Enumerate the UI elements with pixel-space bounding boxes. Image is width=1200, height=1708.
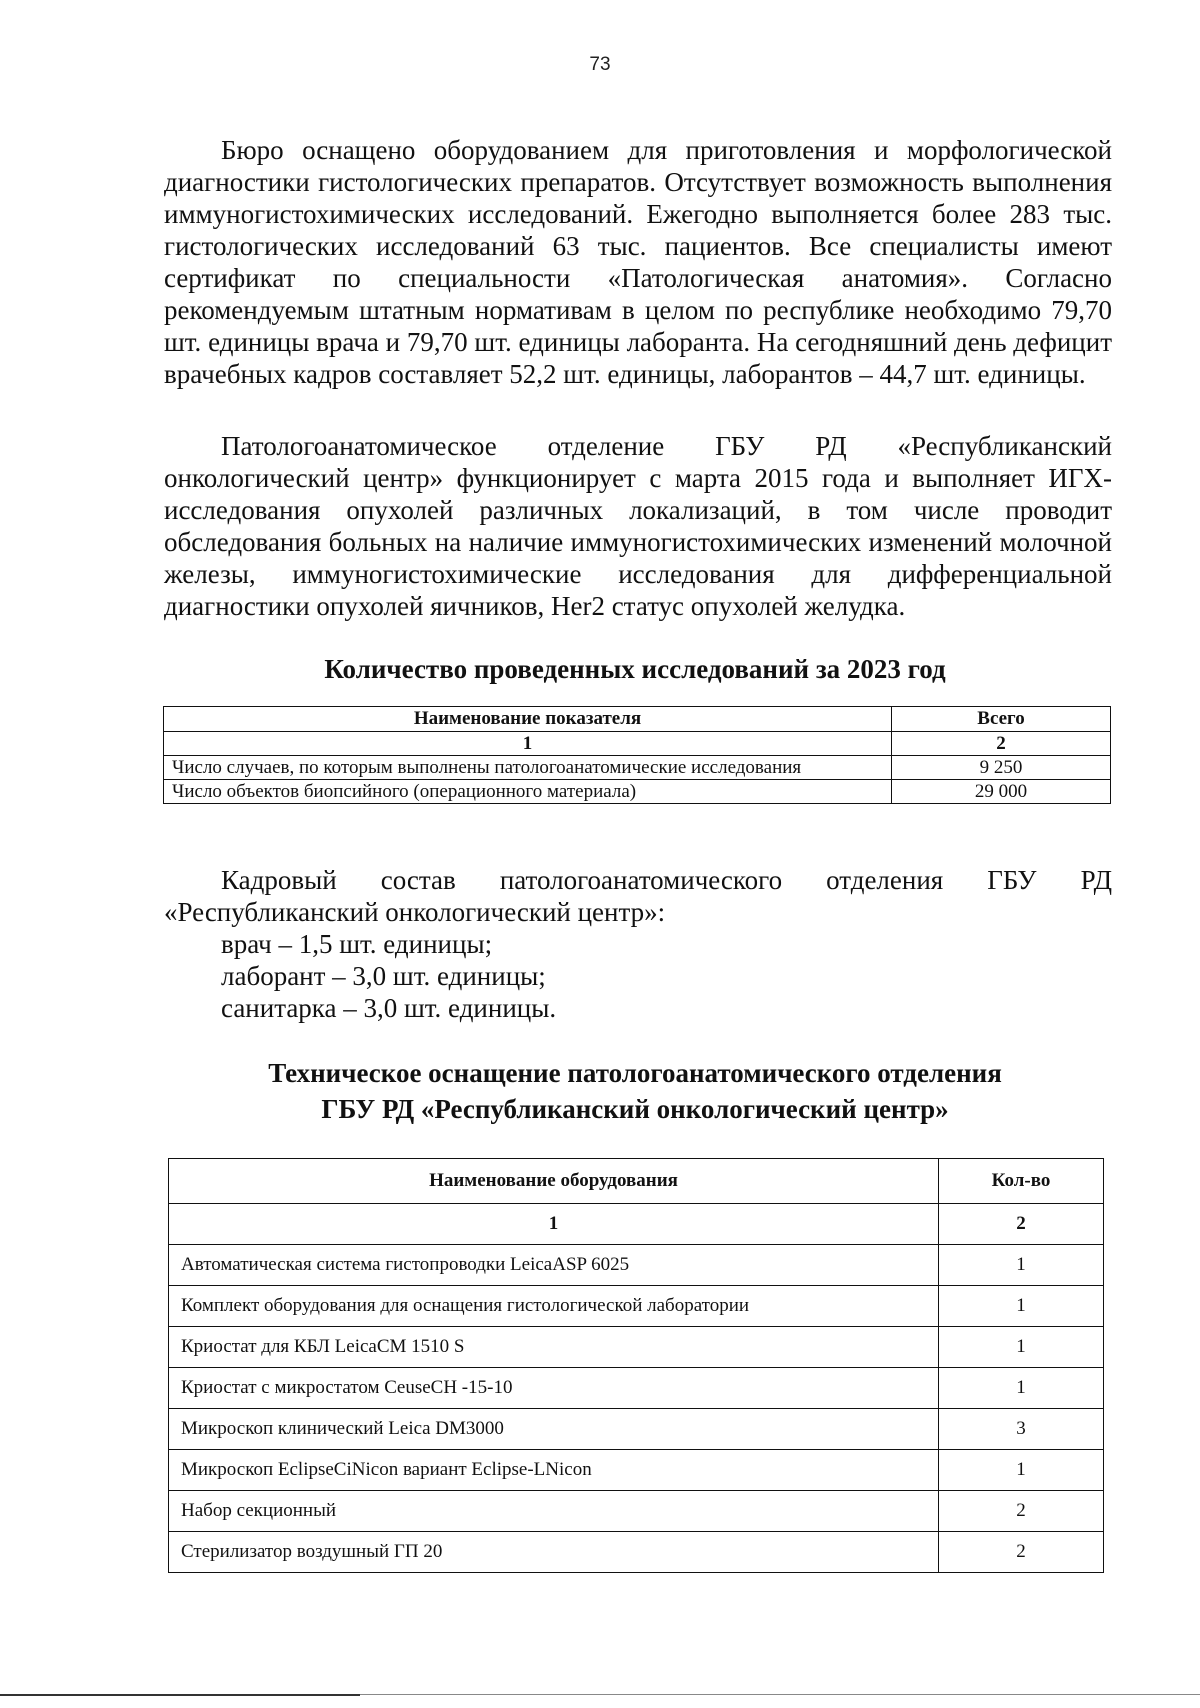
page-number: 73 — [589, 54, 611, 75]
equipment-name: Набор секционный — [169, 1491, 939, 1532]
column-number-row — [169, 1204, 1104, 1245]
equipment-qty: 1 — [939, 1286, 1104, 1327]
table-header-row — [169, 1159, 1104, 1204]
scan-artifact-line — [0, 1694, 360, 1696]
table-row — [169, 1245, 1104, 1286]
header-equipment: Наименование оборудования — [169, 1159, 939, 1204]
staff-intro: Кадровый состав патологоанатомического отделения ГБУ РД «Республиканский онкологический центр»: — [164, 865, 1112, 927]
table-row — [169, 1491, 1104, 1532]
staff-item: лаборант – 3,0 шт. единицы; — [221, 961, 546, 991]
staff-item: санитарка – 3,0 шт. единицы. — [221, 993, 557, 1023]
equipment-qty: 1 — [939, 1245, 1104, 1286]
equipment-name: Микроскоп клинический Leica DM3000 — [169, 1409, 939, 1450]
staff-section — [164, 864, 1112, 1024]
column-number: 2 — [939, 1204, 1104, 1245]
equipment-name: Криостат с микростатом CeuseCH -15-10 — [169, 1368, 939, 1409]
table-row — [169, 1327, 1104, 1368]
equipment-qty: 1 — [939, 1368, 1104, 1409]
table2-title — [150, 1055, 1120, 1127]
equipment-name: Криостат для КБЛ LeicaCM 1510 S — [169, 1327, 939, 1368]
table2-title-line2: ГБУ РД «Республиканский онкологический центр» — [321, 1094, 949, 1124]
paragraph-2: Патологоанатомическое отделение ГБУ РД «Республиканский онкологический центр» функционирует с марта 2015 года и выполняет ИГХ-исследования опухолей различных локализаций, в том числе проводит обследования больных на наличие иммуногистохимических изменений молочной железы, иммуногистохимические исследования для дифференциальной диагностики опухолей яичников, Her2 статус опухолей желудка. — [164, 431, 1112, 621]
equipment-qty: 1 — [939, 1450, 1104, 1491]
equipment-name: Микроскоп EclipseCiNicon вариант Eclipse-LNicon — [169, 1450, 939, 1491]
table-row — [169, 1450, 1104, 1491]
column-number-row — [164, 732, 1111, 756]
equipment-qty: 2 — [939, 1491, 1104, 1532]
table-row — [169, 1286, 1104, 1327]
table2-title-line1: Техническое оснащение патологоанатомического отделения — [268, 1058, 1002, 1088]
paragraph-1: Бюро оснащено оборудованием для приготовления и морфологической диагностики гистологических препаратов. Отсутствует возможность выполнения иммуногистохимических исследований. Ежегодно выполняется более 283 тыс. гистологических исследований 63 тыс. пациентов. Все специалисты имеют сертификат по специальности «Патологическая анатомия». Согласно рекомендуемым штатным нормативам в целом по республике необходимо 79,70 шт. единицы врача и 79,70 шт. единицы лаборанта. На сегодняшний день дефицит врачебных кадров составляет 52,2 шт. единицы, лаборантов – 44,7 шт. единицы. — [164, 135, 1112, 389]
column-number: 1 — [169, 1204, 939, 1245]
header-indicator: Наименование показателя — [164, 707, 892, 732]
paragraph-oncology-center — [164, 430, 1112, 622]
header-quantity: Кол-во — [939, 1159, 1104, 1204]
row-value: 29 000 — [892, 780, 1111, 804]
staff-item: врач – 1,5 шт. единицы; — [221, 929, 493, 959]
studies-table — [163, 706, 1111, 804]
equipment-qty: 3 — [939, 1409, 1104, 1450]
row-value: 9 250 — [892, 756, 1111, 780]
equipment-table — [168, 1158, 1104, 1573]
column-number: 2 — [892, 732, 1111, 756]
paragraph-bureau-equipment — [164, 134, 1112, 390]
table1-title: Количество проведенных исследований за 2023 год — [324, 654, 946, 684]
scan-artifact-line — [360, 1694, 1200, 1695]
equipment-qty: 2 — [939, 1532, 1104, 1573]
equipment-qty: 1 — [939, 1327, 1104, 1368]
header-total: Всего — [892, 707, 1111, 732]
table-row — [169, 1368, 1104, 1409]
table-row — [164, 780, 1111, 804]
row-name: Число случаев, по которым выполнены патологоанатомические исследования — [164, 756, 892, 780]
column-number: 1 — [164, 732, 892, 756]
table-header-row — [164, 707, 1111, 732]
equipment-name: Стерилизатор воздушный ГП 20 — [169, 1532, 939, 1573]
equipment-name: Автоматическая система гистопроводки LeicaASP 6025 — [169, 1245, 939, 1286]
row-name: Число объектов биопсийного (операционного материала) — [164, 780, 892, 804]
equipment-name: Комплект оборудования для оснащения гистологической лаборатории — [169, 1286, 939, 1327]
table-row — [169, 1409, 1104, 1450]
table-row — [169, 1532, 1104, 1573]
table-row — [164, 756, 1111, 780]
